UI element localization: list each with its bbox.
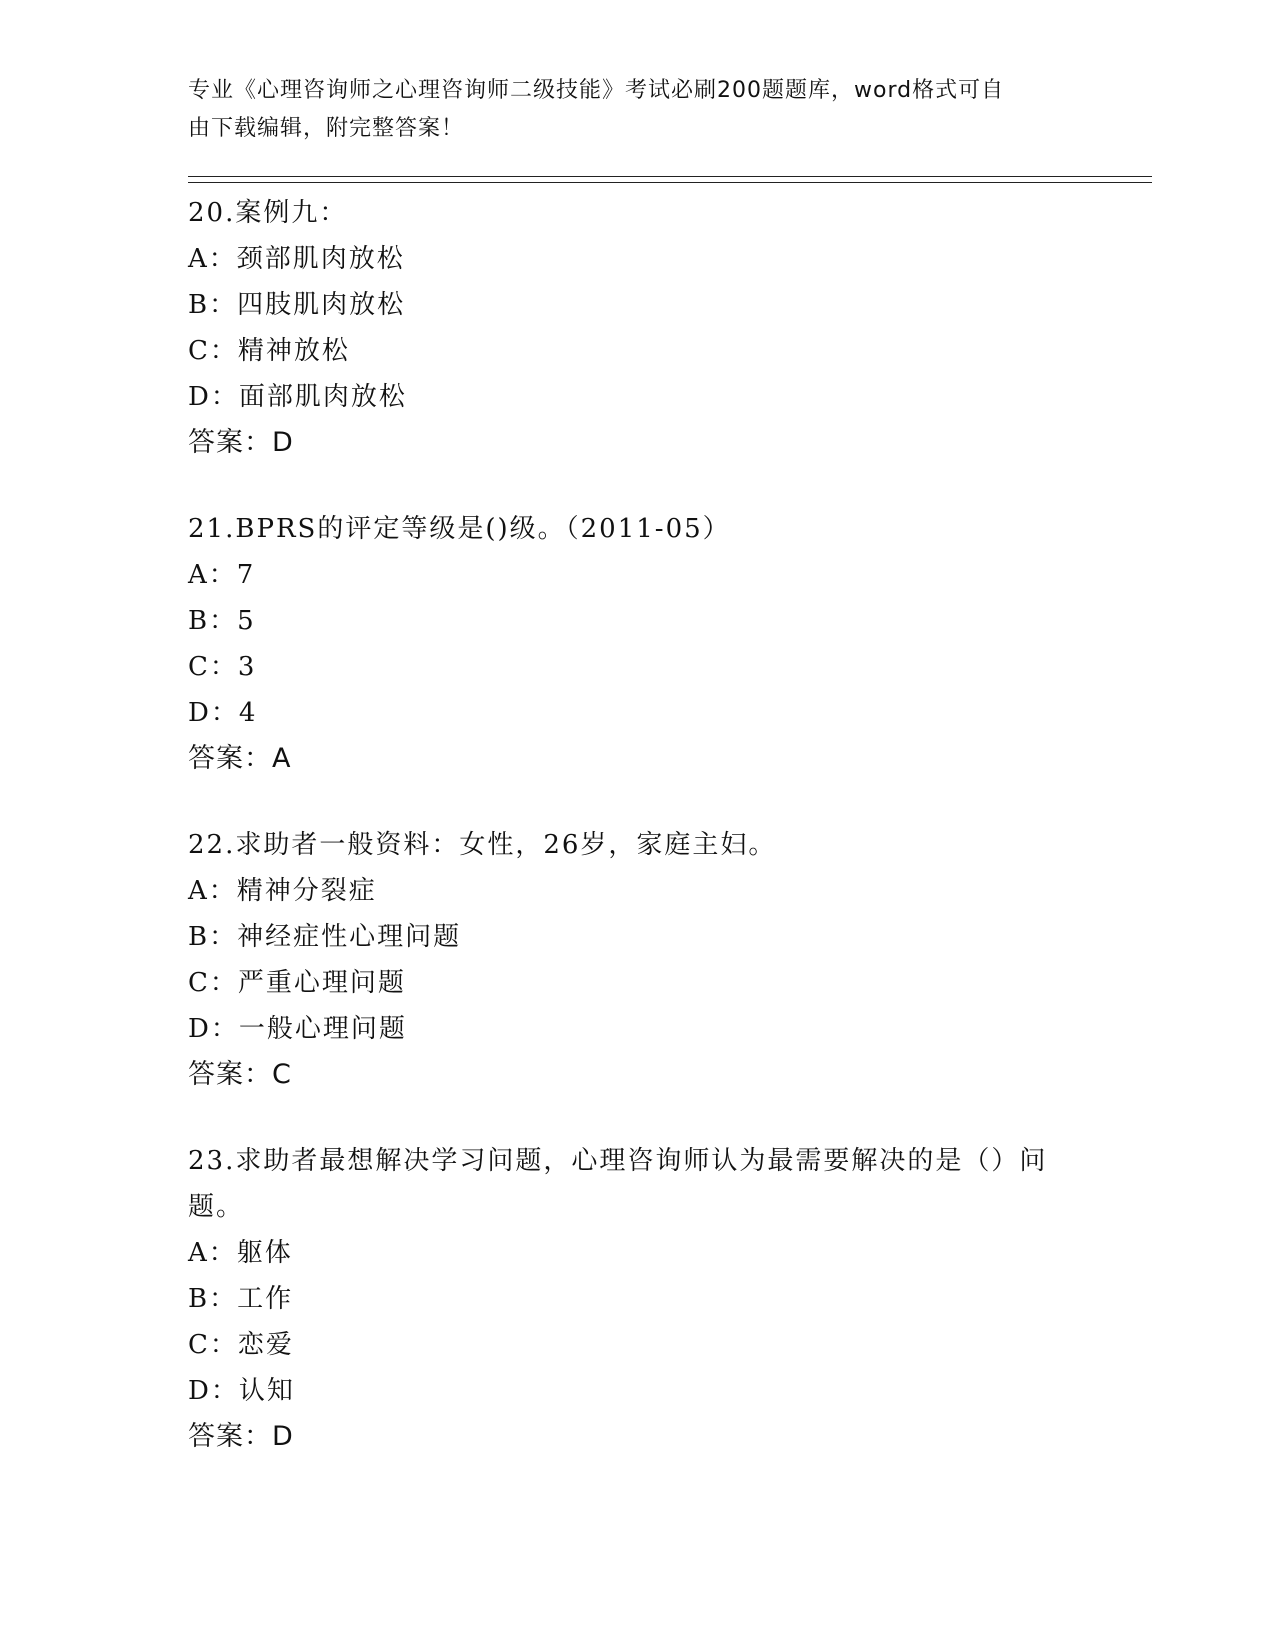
- question-stem-line-1: 23.求助者最想解决学习问题，心理咨询师认为最需要解决的是（）问: [188, 1146, 1048, 1176]
- answer: 答案：A: [188, 743, 292, 774]
- document-header: [188, 72, 1088, 148]
- header-rule-top: [188, 176, 1152, 177]
- option-b: B：神经症性心理问题: [188, 922, 462, 952]
- question-22: [188, 822, 1088, 1098]
- option-a: A：7: [188, 560, 256, 590]
- header-line-1: 专业《心理咨询师之心理咨询师二级技能》考试必刷200题题库，word格式可自: [188, 78, 1005, 103]
- option-b: B：5: [188, 606, 256, 636]
- question-stem: 20.案例九：: [188, 198, 348, 228]
- option-d: D：4: [188, 698, 258, 728]
- option-c: C：严重心理问题: [188, 968, 406, 998]
- answer: 答案：D: [188, 1421, 294, 1452]
- option-a: A：颈部肌肉放松: [188, 244, 405, 274]
- option-a: A：躯体: [188, 1238, 293, 1268]
- option-d: D：认知: [188, 1376, 295, 1406]
- option-a: A：精神分裂症: [188, 876, 377, 906]
- option-c: C：恋爱: [188, 1330, 294, 1360]
- question-list: [188, 190, 1088, 1500]
- header-line-2: 由下载编辑，附完整答案！: [188, 116, 465, 141]
- answer: 答案：D: [188, 427, 294, 458]
- question-20: [188, 190, 1088, 466]
- option-d: D：面部肌肉放松: [188, 382, 407, 412]
- question-stem: 22.求助者一般资料：女性，26岁，家庭主妇。: [188, 830, 777, 860]
- header-rule-bottom: [188, 182, 1152, 183]
- question-21: [188, 506, 1088, 782]
- option-b: B：工作: [188, 1284, 294, 1314]
- option-d: D：一般心理问题: [188, 1014, 407, 1044]
- question-stem-line-2: 题。: [188, 1192, 245, 1222]
- option-c: C：3: [188, 652, 257, 682]
- question-stem: 21.BPRS的评定等级是()级。（2011-05）: [188, 514, 731, 544]
- question-23: [188, 1138, 1088, 1460]
- answer: 答案：C: [188, 1059, 292, 1090]
- option-c: C：精神放松: [188, 336, 350, 366]
- option-b: B：四肢肌肉放松: [188, 290, 406, 320]
